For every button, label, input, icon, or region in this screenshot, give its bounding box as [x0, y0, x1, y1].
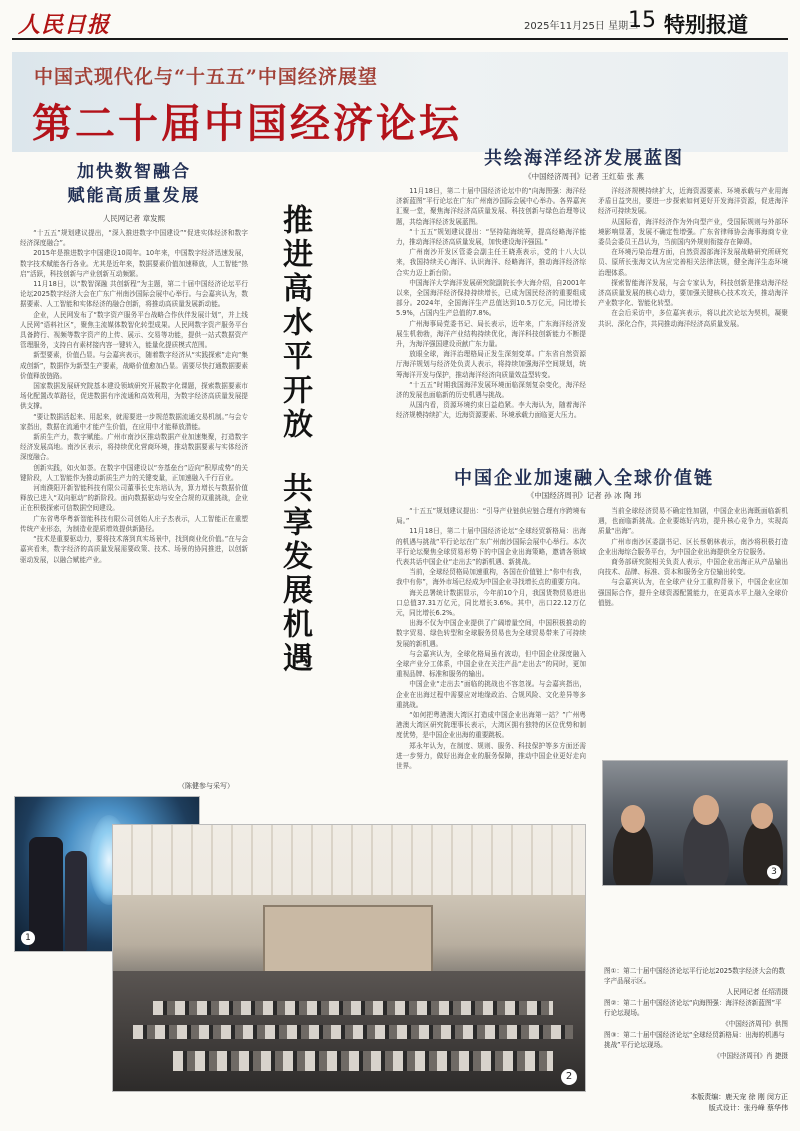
photo-number-badge: 3	[767, 865, 781, 879]
body-paragraph: 新质生产力，数字赋能。广州市南沙区推动数据产业加速集聚，打造数字经济发展高地。南沙区表示，将持续优化营商环境，推动数据要素与实体经济深度融合。	[20, 433, 248, 462]
section-name: 特别报道	[664, 13, 748, 37]
body-paragraph: 当前，全球经贸格局加速重构，各国在价值链上“你中有我，我中有你”，海外市场已经成为中国企业寻找增长点的重要方向。	[396, 568, 586, 587]
left-article-author-note: （陈健参与采写）	[178, 782, 234, 790]
body-paragraph: 在会后采访中，多位嘉宾表示，将以此次论坛为契机，凝聚共识、深化合作，共同推动海洋经济高质量发展。	[598, 309, 788, 328]
body-paragraph: “十五五”规划建议提出：“坚持陆海统筹，提高经略海洋能力，推动海洋经济高质量发展，加快建设海洋强国。”	[396, 227, 586, 247]
body-paragraph: 2015年是推进数字中国建设10周年。10年来，中国数字经济迅速发展，数字技术赋能各行各业。尤其是近年来，数据要素价值加速释放，人工智能“热启”活跃，科技创新与产业创新互动频繁。	[20, 249, 248, 278]
body-paragraph: “要让数据活起来、用起来，就需要进一步规范数据流通交易机制。”与会专家指出，数据在流通中才能产生价值，在应用中才能释放潜能。	[20, 412, 248, 431]
body-paragraph: 11月18日，第二十届中国经济论坛“全球经贸新格局：出海的机遇与挑战”平行论坛在广东广州南沙国际会展中心举行。本次平行论坛聚焦全球贸易形势下的中国企业出海策略，邀请各领域代表共话中国企业“走出去”的新机遇、新挑战。	[396, 527, 586, 567]
ocean-article-title: 共绘海洋经济发展蓝图	[484, 148, 684, 169]
ocean-article-column-2	[598, 186, 788, 448]
global-value-chain-title: 中国企业加速融入全球价值链	[454, 468, 714, 489]
banner-subtitle: 中国式现代化与“十五五”中国经济展望	[34, 66, 378, 88]
photo-panel-audience	[602, 760, 788, 886]
body-paragraph: 中国海洋大学海洋发展研究院副院长李大海介绍，自2001年以来，全国海洋经济保持持续增长，已成为国民经济的重要组成部分。2024年，全国海洋生产总值达到10.5万亿元，同比增长5.9%，占国内生产总值的7.8%。	[396, 278, 586, 318]
body-paragraph: 新型要素，价值凸显。与会嘉宾表示，随着数字经济从“实践探索”走向“集成创新”，数据作为新型生产要素，战略价值愈加凸显。需要尽快打通数据要素价值释放链路。	[20, 351, 248, 380]
body-paragraph: “技术是重要驱动力，要将技术落到真实场景中，找到商业化价值。”在与会嘉宾看来，数字经济的高质量发展需要政策、技术、场景的协同推进，以创新驱动发展，以融合赋能产业。	[20, 535, 248, 564]
body-paragraph: 广州南沙开发区管委会副主任王晓燕表示，党的十八大以来，我国持续关心海洋、认识海洋、经略海洋，推动海洋经济综合实力迈上新台阶。	[396, 248, 586, 277]
body-paragraph: 出海不仅为中国企业提供了广阔增量空间，中国积极推动的数字贸易、绿色转型和全球服务贸易也为全球贸易带来了可持续发展的新机遇。	[396, 619, 586, 648]
left-article-byline: 人民网记者 章发熙	[102, 214, 166, 223]
photo-number-badge: 2	[561, 1069, 577, 1085]
body-paragraph: 从国际看，海洋经济作为外向型产业，受国际规则与外部环境影响显著，发展不确定性增强。广东省律师协会海事海商专业委员会委员王昌认为，当前国内外规则衔接存在障碍。	[598, 217, 788, 247]
vertical-headline-part-1: 推进高水平开放	[277, 204, 312, 442]
ocean-article-column-1	[396, 186, 586, 448]
forum-banner	[12, 52, 788, 152]
newspaper-logo: 人民日报	[18, 12, 111, 38]
photo-number-badge: 1	[21, 931, 35, 945]
caption-1-credit: 人民网记者 任绍清摄	[726, 988, 788, 996]
caption-2-credit: 《中国经济周刊》供图	[722, 1020, 788, 1028]
body-paragraph: 国家数据发展研究院基本建设领域研究开展数字化课题，探索数据要素市场化配置改革路径，促进数据有序流通和高效利用，为数字经济高质量发展提供支撑。	[20, 382, 248, 411]
vertical-headline	[272, 204, 316, 744]
masthead	[12, 6, 788, 40]
body-paragraph: 放眼全球，海洋治理格局正发生深刻变革。广东省自然资源厅海洋规划与经济处负责人表示，将持续加强海洋空间规划，统筹海洋开发与保护，推动海洋经济向质量效益型转变。	[396, 350, 586, 379]
body-paragraph: 海关总署统计数据显示，今年前10个月，我国货物贸易进出口总值37.31万亿元，同比增长3.6%。其中，出口22.12万亿元，同比增长6.2%。	[396, 588, 586, 618]
body-paragraph: 河南濮阳开新智能科技有限公司董事长史东培认为，算力增长与数据价值释放已进入“双向驱动”的新阶段。面向数据驱动与安全合规的双重挑战，企业正在积极探索可信数据空间建设。	[20, 484, 248, 513]
body-paragraph: 与会嘉宾认为，在全球产业分工重构背景下，中国企业应加强国际合作，提升全球资源配置能力，在更高水平上融入全球价值链。	[598, 578, 788, 607]
body-paragraph: 与会嘉宾认为，全球化格局虽有波动，但中国企业深度融入全球产业分工体系，中国企业在关注产品“走出去”的同时，更加重视品牌、标准和服务的输出。	[396, 649, 586, 679]
body-paragraph: 11月18日，第二十届中国经济论坛中的“向海图强：海洋经济新蓝图”平行论坛在广东广州南沙国际会展中心举办。各界嘉宾汇聚一堂，聚焦海洋经济高质量发展、科技创新与绿色治理等议题，共绘海洋经济发展蓝图。	[396, 187, 586, 226]
vertical-headline-part-2: 共享发展机遇	[277, 472, 312, 676]
ocean-article-byline: 《中国经济周刊》记者 王红茹 张 燕	[524, 172, 644, 181]
body-paragraph: “十五五”时期我国海洋发展环境面临深刻复杂变化，海洋经济的发展也面临新的历史机遇与挑战。	[396, 380, 586, 400]
global-value-chain-column-1	[396, 506, 586, 818]
page-number: 15	[628, 8, 656, 33]
body-paragraph: 企业，人民网发布了“数字资产服务平台战略合作伙伴发展计划”，并上线人民网“语料社区”，聚焦主流媒体数智化转型成果。人民网数字资产服务平台具备跨行、视频等数字资产的上传、展示、交易等功能，提供一站式数据资产管理服务，支持自有素材接内容一键转入，能量化提质模式范围。	[20, 310, 248, 350]
body-paragraph: 广州市南沙区委副书记、区长蔡朝林表示，南沙将积极打造企业出海综合服务平台，为中国企业出海提供全方位服务。	[598, 537, 788, 556]
body-paragraph: 洋经济规模持续扩大，近海资源要素、环境承载与产业用海矛盾日益突出，要进一步探索如何更好开发海洋资源，促进海洋经济可持续发展。	[598, 187, 788, 216]
body-paragraph: 创新实践，如火如荼。在数字中国建设以“夯基垒台”迈向“积厚成势”的关键阶段，人工智能作为推动新质生产力的关键变量，正加速融入千行百业。	[20, 463, 248, 482]
page-editors	[604, 1092, 788, 1114]
left-article-body	[20, 228, 248, 778]
body-paragraph: “如何把粤港澳大湾区打造成中国企业出海第一站？”广州粤港澳大湾区研究院理事长表示，大湾区拥有独特的区位优势和制度优势，是中国企业出海的重要跳板。	[396, 711, 586, 740]
body-paragraph: 从国内看，资源环境约束日益趋紧。李大海认为，随着海洋经济规模持续扩大，近海资源要素、环境承载力面临更大压力。	[396, 401, 586, 420]
editors-line-1: 本版责编：鹿天宠 徐 刚 闵方正	[690, 1093, 788, 1101]
left-title-line-1: 加快数智融合	[77, 162, 191, 182]
body-paragraph: 中国企业“走出去”面临的挑战也不容忽视。与会嘉宾指出，企业在出海过程中需要应对地缘政治、合规风险、文化差异等多重挑战。	[396, 680, 586, 709]
body-paragraph: 当前全球经济贸易不确定性加剧，中国企业出海既面临新机遇，也面临新挑战。企业要练好内功，提升核心竞争力，实现高质量“出海”。	[598, 507, 788, 536]
caption-1-text: 图①：第二十届中国经济论坛平行论坛2025数字经济大会的数字产品展示区。	[604, 967, 785, 985]
body-paragraph: 探索智能海洋发展，与会专家认为，科技创新是推动海洋经济高质量发展的核心动力，要加强关键核心技术攻关，推动海洋产业数字化、智能化转型。	[598, 278, 788, 308]
body-paragraph: 郑永年认为，在制度、规则、服务、科技保护等多方面还需进一步努力，做好出海企业的服务保障，推动中国企业更好走向世界。	[396, 741, 586, 771]
body-paragraph: 商务部研究院相关负责人表示，中国企业出海正从产品输出向技术、品牌、标准、资本和服务全方位输出转变。	[598, 558, 788, 577]
banner-title: 第二十届中国经济论坛	[32, 100, 462, 147]
caption-2-text: 图②：第二十届中国经济论坛“向海图强：海洋经济新蓝图”平行论坛现场。	[604, 999, 782, 1017]
caption-3-text: 图③：第二十届中国经济论坛“全球经贸新格局：出海的机遇与挑战”平行论坛现场。	[604, 1031, 785, 1049]
editors-line-2: 版式设计：张丹峰 蔡华伟	[708, 1104, 788, 1112]
issue-date: 2025年11月25日 星期二	[524, 21, 639, 32]
body-paragraph: 在环境污染治理方面，自然资源部海洋发展战略研究所研究员、原所长张海文认为应完善相关法律法规，健全海洋生态环境治理体系。	[598, 248, 788, 277]
body-paragraph: “十五五”规划建议提出，“深入推进数字中国建设”“促进实体经济和数字经济深度融合”。	[20, 229, 248, 248]
left-title-line-2: 赋能高质量发展	[67, 186, 201, 206]
global-value-chain-column-2	[598, 506, 788, 752]
global-value-chain-byline: 《中国经济周刊》记者 孙 冰 陶 玮	[526, 491, 642, 500]
body-paragraph: 11月18日，以“数智深融 共创新程”为主题，第二十届中国经济论坛平行论坛2025数字经济大会在广东广州南沙国际会展中心举行。与会嘉宾认为，数据要素、人工智能和实体经济的融合创新，将推动高质量发展新动能。	[20, 280, 248, 309]
caption-3-credit: 《中国经济周刊》肖 捷摄	[713, 1052, 788, 1060]
left-article-title	[34, 160, 234, 208]
body-paragraph: “十五五”规划建议提出：“引导产业链供应链合理有序跨境布局。”	[396, 507, 586, 526]
body-paragraph: 广东省粤华粤新智能科技有限公司创始人庄子杰表示，人工智能正在重塑传统产业形态，为制造业提质增效提供新路径。	[20, 514, 248, 533]
photo-captions	[604, 966, 788, 1062]
photo-forum-hall	[112, 824, 586, 1092]
body-paragraph: 广州海事局党委书记、局长表示，近年来，广东海洋经济发展生机勃勃，海洋产业结构持续优化，海洋科技创新能力不断提升，为海洋强国建设贡献广东力量。	[396, 319, 586, 349]
